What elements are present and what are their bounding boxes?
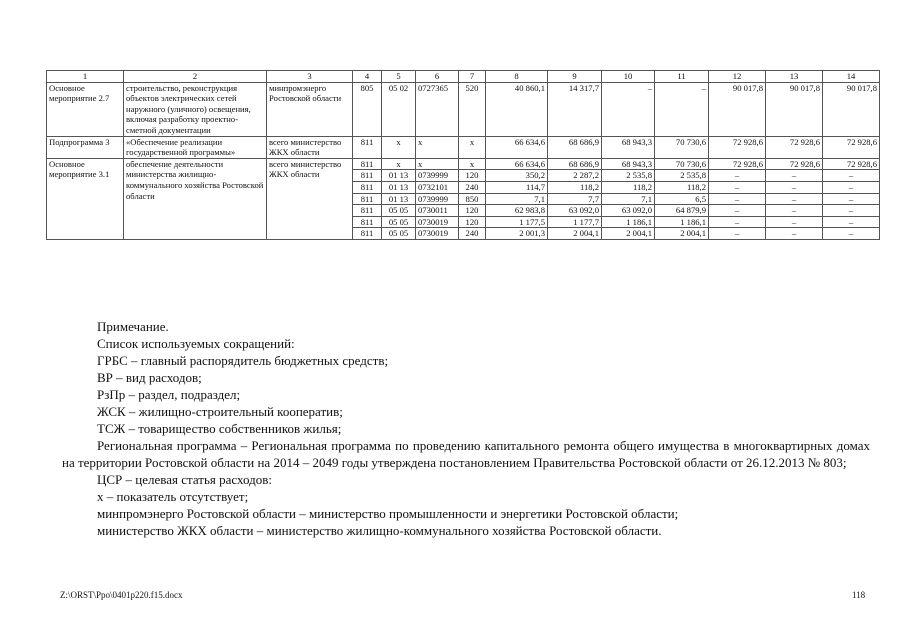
column-number: 10 bbox=[602, 71, 655, 83]
table-cell: 72 928,6 bbox=[823, 158, 880, 170]
table-cell: 2 535,8 bbox=[655, 170, 709, 182]
table-cell: 14 317,7 bbox=[548, 82, 602, 136]
table-cell: 1 186,1 bbox=[655, 216, 709, 228]
table-cell: – bbox=[823, 181, 880, 193]
table-row bbox=[47, 158, 880, 170]
table-cell: – bbox=[823, 216, 880, 228]
column-number: 3 bbox=[267, 71, 353, 83]
table-cell: 2 004,1 bbox=[602, 228, 655, 240]
budget-table bbox=[46, 70, 880, 240]
table-cell: 64 879,9 bbox=[655, 205, 709, 217]
column-number: 1 bbox=[47, 71, 124, 83]
table-cell: 520 bbox=[459, 82, 486, 136]
table-cell: 05 05 bbox=[382, 205, 416, 217]
table-cell: – bbox=[766, 170, 823, 182]
table-cell: 90 017,8 bbox=[709, 82, 766, 136]
table-header-row bbox=[47, 71, 880, 83]
note-line: Региональная программа – Региональная программа по проведению капитального ремонта общего имущества в многоквартирных домах на территории Ростовской области на 2014 – 2049 годы утверждена постановлением Правительства Ростовской области от 26.12.2013 № 803; bbox=[62, 438, 870, 470]
column-number: 8 bbox=[486, 71, 548, 83]
table-cell: х bbox=[382, 158, 416, 170]
table-cell: – bbox=[709, 170, 766, 182]
note-line: ЦСР – целевая статья расходов: bbox=[97, 472, 272, 487]
table-cell: 811 bbox=[353, 193, 382, 205]
table-cell: 118,2 bbox=[548, 181, 602, 193]
table-cell: – bbox=[823, 170, 880, 182]
note-line: ГРБС – главный распорядитель бюджетных средств; bbox=[97, 353, 389, 368]
table-cell: – bbox=[709, 181, 766, 193]
column-number: 5 bbox=[382, 71, 416, 83]
note-line: РзПр – раздел, подраздел; bbox=[97, 387, 241, 402]
table-cell: 240 bbox=[459, 228, 486, 240]
note-line: Примечание. bbox=[97, 319, 169, 334]
table-cell: 0732101 bbox=[416, 181, 459, 193]
table-cell: 1 177,5 bbox=[486, 216, 548, 228]
table-cell: 05 05 bbox=[382, 228, 416, 240]
table-cell: 68 686,9 bbox=[548, 136, 602, 158]
table-cell: 0739999 bbox=[416, 170, 459, 182]
column-number: 12 bbox=[709, 71, 766, 83]
table-cell: 0730019 bbox=[416, 228, 459, 240]
table-cell: 63 092,0 bbox=[548, 205, 602, 217]
column-number: 13 bbox=[766, 71, 823, 83]
table-cell: 01 13 bbox=[382, 193, 416, 205]
table-cell: 62 983,8 bbox=[486, 205, 548, 217]
table-cell: 2 535,8 bbox=[602, 170, 655, 182]
table-cell: «Обеспечение реализации государственной программы» bbox=[124, 136, 267, 158]
table-cell: 811 bbox=[353, 216, 382, 228]
table-cell: 350,2 bbox=[486, 170, 548, 182]
table-cell: – bbox=[766, 193, 823, 205]
table-cell: 66 634,6 bbox=[486, 136, 548, 158]
table-cell: х bbox=[459, 158, 486, 170]
table-cell: 90 017,8 bbox=[823, 82, 880, 136]
table-cell: – bbox=[766, 216, 823, 228]
table-cell: х bbox=[459, 136, 486, 158]
table-cell: 68 943,3 bbox=[602, 158, 655, 170]
table-cell: – bbox=[709, 193, 766, 205]
table-cell: 2 004,1 bbox=[548, 228, 602, 240]
table-cell: 90 017,8 bbox=[766, 82, 823, 136]
table-cell: 811 bbox=[353, 170, 382, 182]
table-cell: 66 634,6 bbox=[486, 158, 548, 170]
table-cell: всего министерство ЖКХ области bbox=[267, 158, 353, 239]
table-cell: 811 bbox=[353, 228, 382, 240]
column-number: 2 bbox=[124, 71, 267, 83]
table-cell: 70 730,6 bbox=[655, 158, 709, 170]
table-cell: 120 bbox=[459, 216, 486, 228]
table-cell: – bbox=[709, 216, 766, 228]
table-row bbox=[47, 82, 880, 136]
table-cell: 1 186,1 bbox=[602, 216, 655, 228]
table-cell: 850 bbox=[459, 193, 486, 205]
table-row bbox=[47, 136, 880, 158]
table-cell: 114,7 bbox=[486, 181, 548, 193]
table-cell: Основное мероприятие 3.1 bbox=[47, 158, 124, 239]
table-cell: 811 bbox=[353, 181, 382, 193]
table-cell: 811 bbox=[353, 136, 382, 158]
table-cell: – bbox=[766, 181, 823, 193]
footer-file-path: Z:\ORST\Ppo\0401p220.f15.docx bbox=[60, 590, 183, 600]
table-cell: 0730019 bbox=[416, 216, 459, 228]
note-line: ТСЖ – товарищество собственников жилья; bbox=[97, 421, 342, 436]
column-number: 9 bbox=[548, 71, 602, 83]
table-cell: обеспечение деятельности министерства жилищно-коммунального хозяйства Ростовской области bbox=[124, 158, 267, 239]
table-cell: 118,2 bbox=[602, 181, 655, 193]
table-cell: 6,5 bbox=[655, 193, 709, 205]
table-cell: – bbox=[602, 82, 655, 136]
note-line: ВР – вид расходов; bbox=[97, 370, 202, 385]
table-cell: 2 287,2 bbox=[548, 170, 602, 182]
table-cell: – bbox=[823, 193, 880, 205]
table-cell: 7,1 bbox=[602, 193, 655, 205]
table-cell: 01 13 bbox=[382, 170, 416, 182]
table-cell: 05 02 bbox=[382, 82, 416, 136]
table-cell: 05 05 bbox=[382, 216, 416, 228]
table-cell: Подпрограмма 3 bbox=[47, 136, 124, 158]
table-cell: 2 001,3 bbox=[486, 228, 548, 240]
table-cell: – bbox=[766, 228, 823, 240]
column-number: 7 bbox=[459, 71, 486, 83]
table-cell: 72 928,6 bbox=[823, 136, 880, 158]
table-cell: 63 092,0 bbox=[602, 205, 655, 217]
table-cell: 68 943,3 bbox=[602, 136, 655, 158]
note-line: министерство ЖКХ области – министерство жилищно-коммунального хозяйства Ростовской области. bbox=[97, 523, 662, 538]
table-cell: 0730011 bbox=[416, 205, 459, 217]
table-cell: – bbox=[823, 205, 880, 217]
page-number: 118 bbox=[852, 590, 866, 600]
table-cell: 7,1 bbox=[486, 193, 548, 205]
note-line: минпромэнерго Ростовской области – министерство промышленности и энергетики Ростовской области; bbox=[97, 506, 679, 521]
table-cell: минпромэнерго Ростовской области bbox=[267, 82, 353, 136]
table-cell: 72 928,6 bbox=[766, 136, 823, 158]
notes-section bbox=[62, 318, 870, 539]
table-cell: х bbox=[382, 136, 416, 158]
table-cell: 68 686,9 bbox=[548, 158, 602, 170]
table-cell: строительство, реконструкция объектов электрических сетей наружного (уличного) освещения, включая разработку проектно-сметной документации bbox=[124, 82, 267, 136]
table-cell: 72 928,6 bbox=[709, 136, 766, 158]
column-number: 4 bbox=[353, 71, 382, 83]
column-number: 11 bbox=[655, 71, 709, 83]
table-cell: 72 928,6 bbox=[766, 158, 823, 170]
table-cell: 72 928,6 bbox=[709, 158, 766, 170]
table-cell: – bbox=[655, 82, 709, 136]
table-cell: 7,7 bbox=[548, 193, 602, 205]
table-cell: 01 13 bbox=[382, 181, 416, 193]
table-cell: – bbox=[766, 205, 823, 217]
column-number: 14 bbox=[823, 71, 880, 83]
table-cell: х bbox=[416, 158, 459, 170]
table-cell: всего министерство ЖКХ области bbox=[267, 136, 353, 158]
table-cell: 240 bbox=[459, 181, 486, 193]
table-cell: 118,2 bbox=[655, 181, 709, 193]
table-cell: 120 bbox=[459, 205, 486, 217]
table-cell: 0739999 bbox=[416, 193, 459, 205]
table-cell: Основное мероприятие 2.7 bbox=[47, 82, 124, 136]
note-line: Список используемых сокращений: bbox=[97, 336, 295, 351]
table-cell: 2 004,1 bbox=[655, 228, 709, 240]
table-cell: 811 bbox=[353, 205, 382, 217]
table-cell: х bbox=[416, 136, 459, 158]
note-line: ЖСК – жилищно-строительный кооператив; bbox=[97, 404, 343, 419]
table-cell: 120 bbox=[459, 170, 486, 182]
table-cell: – bbox=[709, 205, 766, 217]
note-line: х – показатель отсутствует; bbox=[97, 489, 249, 504]
table-cell: 70 730,6 bbox=[655, 136, 709, 158]
table-cell: 811 bbox=[353, 158, 382, 170]
table-cell: 40 860,1 bbox=[486, 82, 548, 136]
table-cell: – bbox=[709, 228, 766, 240]
table-cell: 805 bbox=[353, 82, 382, 136]
table-cell: 0727365 bbox=[416, 82, 459, 136]
table-cell: 1 177,7 bbox=[548, 216, 602, 228]
column-number: 6 bbox=[416, 71, 459, 83]
table-cell: – bbox=[823, 228, 880, 240]
